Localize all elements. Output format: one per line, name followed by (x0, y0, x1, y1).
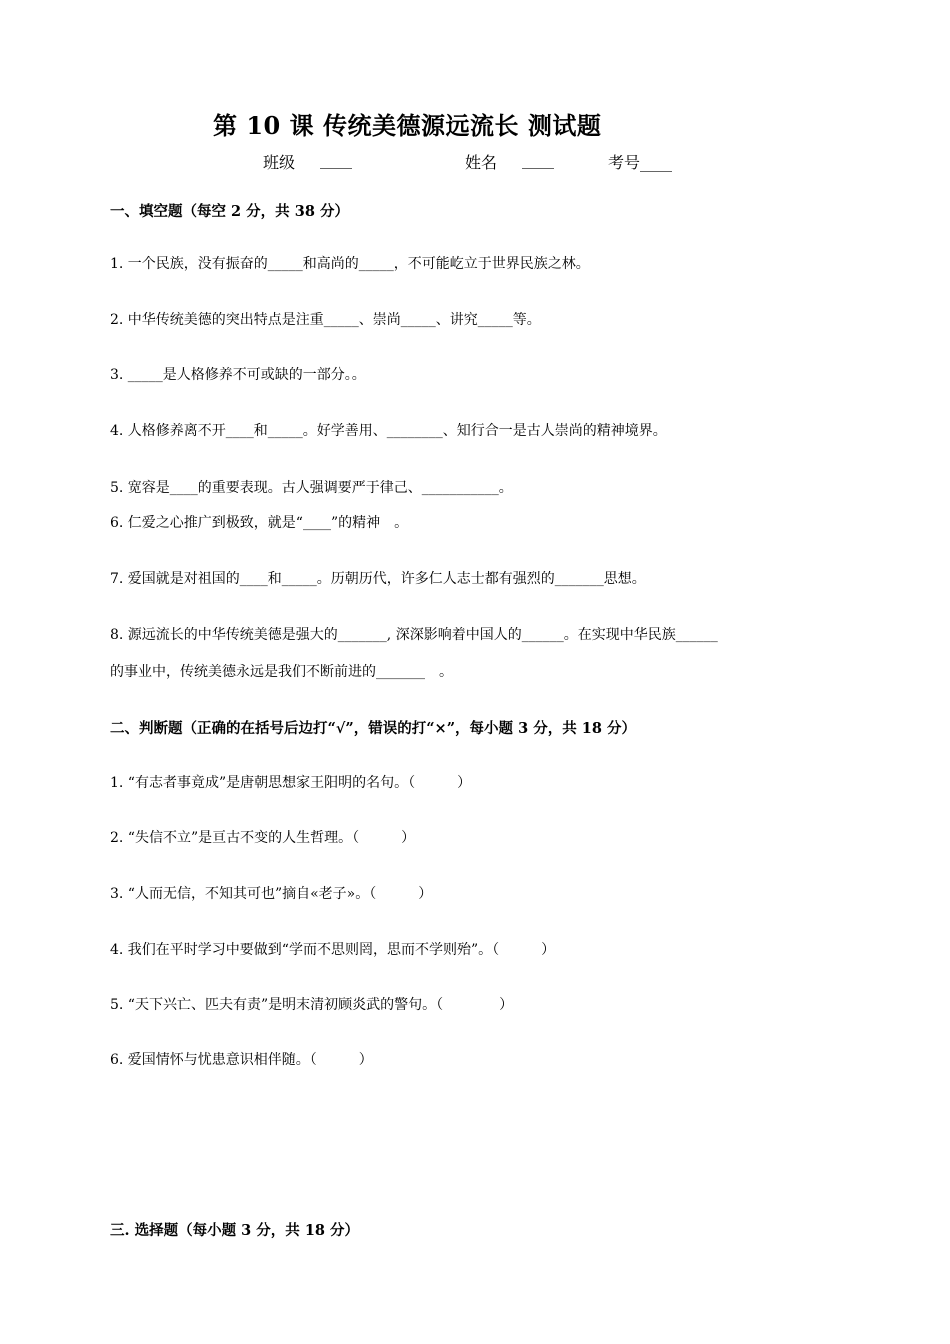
judgement-question: 1. “有志者事竟成”是唐朝思想家王阳明的名句。（ ） (110, 775, 472, 791)
judgement-question: 4. 我们在平时学习中要做到“学而不思则罔，思而不学则殆”。（ ） (110, 942, 556, 958)
name-label: 姓名 (465, 153, 498, 172)
section-choice-title: 三. 选择题（每小题 3 分，共 18 分） (110, 1222, 360, 1239)
section-judgement-title: 二、判断题（正确的在括号后边打“√”，错误的打“×”，每小题 3 分，共 18 分） (110, 720, 636, 737)
fill-question: 8. 源远流长的中华传统美德是强大的_______, 深深影响着中国人的______。在实现中华民族______ (110, 627, 718, 643)
exam-number-label: 考号____ (608, 153, 673, 172)
fill-question: 3. _____是人格修养不可或缺的一部分。。 (110, 367, 366, 383)
fill-question: 5. 宽容是____的重要表现。古人强调要严于律己、___________。 (110, 480, 513, 496)
judgement-question: 6. 爱国情怀与忧患意识相伴随。（ ） (110, 1052, 373, 1068)
judgement-question: 2. “失信不立”是亘古不变的人生哲理。（ ） (110, 830, 416, 846)
name-blank: ____ (522, 150, 554, 169)
section-fill-in-title: 一、填空题（每空 2 分，共 38 分） (110, 203, 349, 220)
fill-question: 1. 一个民族，没有振奋的_____和高尚的_____，不可能屹立于世界民族之林。 (110, 256, 590, 272)
fill-question: 2. 中华传统美德的突出特点是注重_____、崇尚_____、讲究_____等。 (110, 312, 541, 328)
judgement-question: 5. “天下兴亡、匹夫有责”是明末清初顾炎武的警句。（ ） (110, 997, 514, 1013)
fill-question: 6. 仁爱之心推广到极致，就是“____”的精神 。 (110, 515, 409, 531)
fill-question-continued: 的事业中，传统美德永远是我们不断前进的_______ 。 (110, 664, 453, 680)
page-title: 第 10 课 传统美德源远流长 测试题 (213, 111, 602, 140)
class-label: 班级 (263, 153, 296, 172)
fill-question: 4. 人格修养离不开____和_____。好学善用、________、知行合一是古人崇尚的精神境界。 (110, 423, 667, 439)
judgement-question: 3. “人而无信，不知其可也”摘自«老子»。（ ） (110, 886, 433, 902)
fill-question: 7. 爱国就是对祖国的____和_____。历朝历代，许多仁人志士都有强烈的_______思想。 (110, 571, 646, 587)
class-blank: ____ (320, 150, 352, 169)
